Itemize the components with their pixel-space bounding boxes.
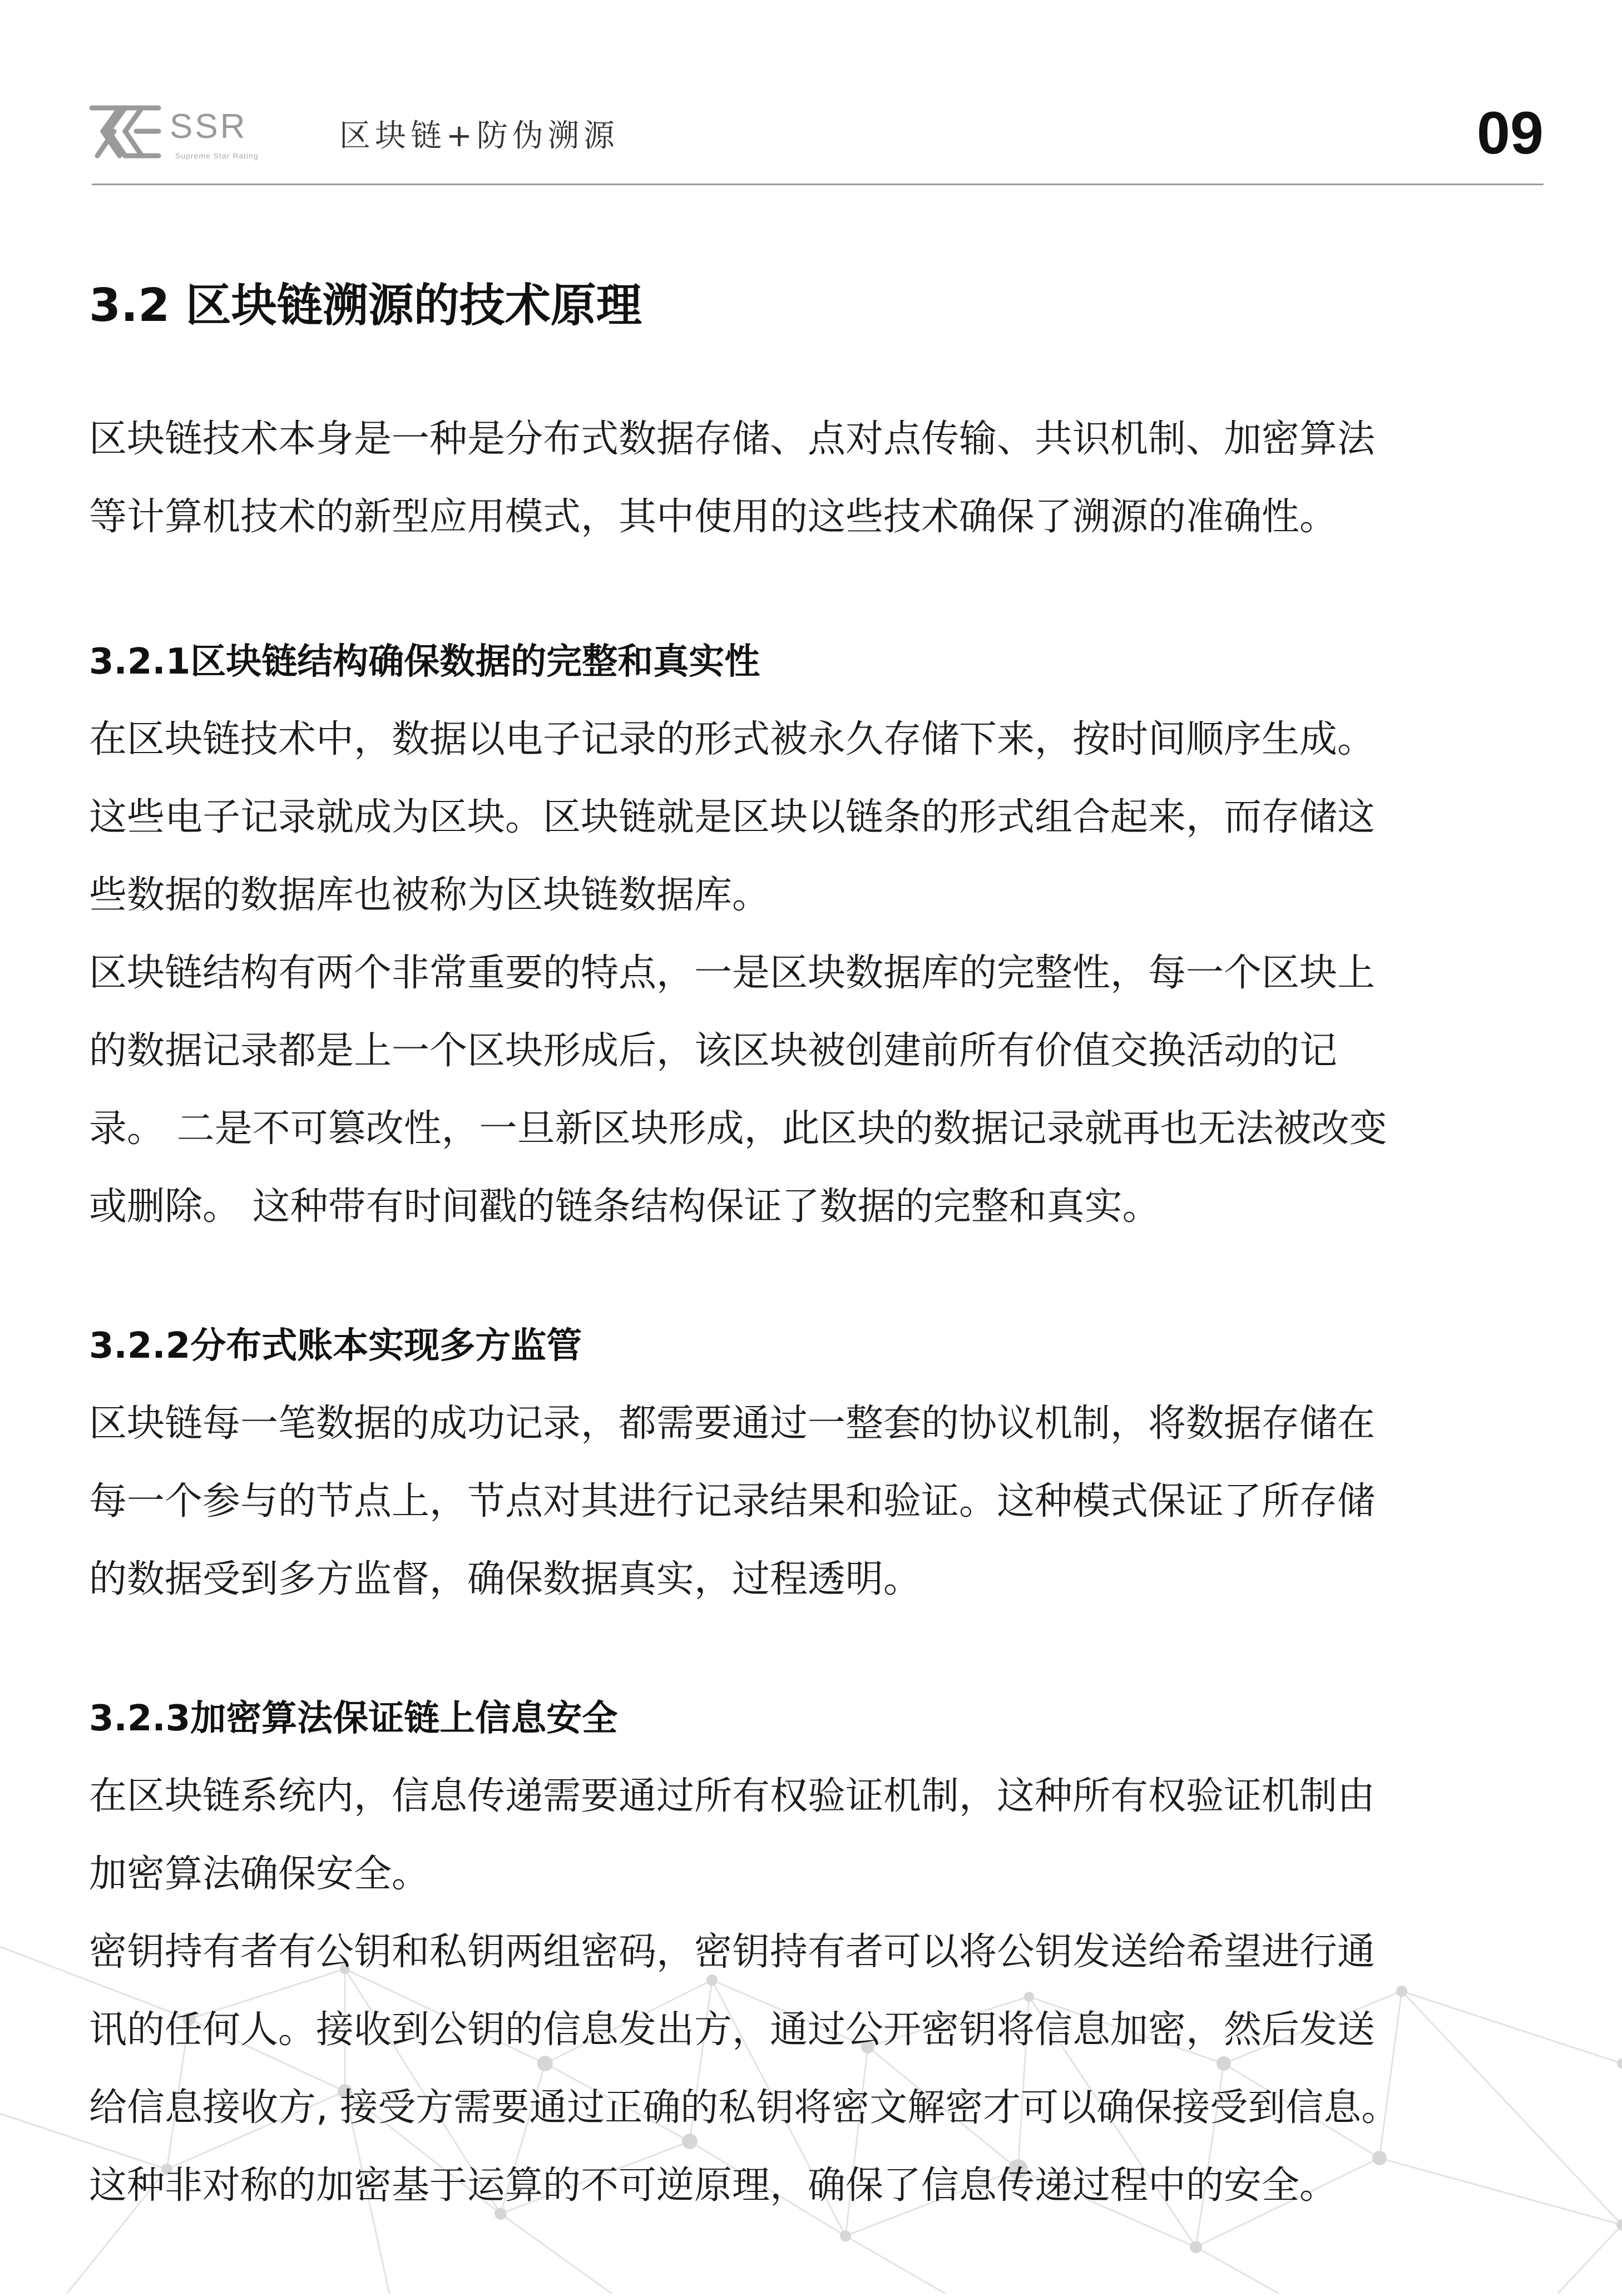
paragraph-line: 在区块链系统内，信息传递需要通过所有权验证机制，这种所有权验证机制由 (89, 1774, 1376, 1818)
paragraph-line: 讯的任何人。接收到公钥的信息发出方，通过公开密钥将信息加密，然后发送 (89, 2008, 1376, 2052)
header-divider (92, 184, 1544, 185)
paragraph-line: 录。 二是不可篡改性，一旦新区块形成，此区块的数据记录就再也无法被改变 (89, 1107, 1387, 1151)
paragraph-line: 在区块链技术中，数据以电子记录的形式被永久存储下来，按时间顺序生成。 (89, 718, 1376, 761)
intro-line: 区块链技术本身是一种是分布式数据存储、点对点传输、共识机制、加密算法 (89, 417, 1376, 461)
ssr-star-logo-icon (86, 100, 164, 161)
subsection-title: 3.2.1区块链结构确保数据的完整和真实性 (89, 641, 760, 682)
paragraph-line: 区块链每一笔数据的成功记录，都需要通过一整套的协议机制，将数据存储在 (89, 1402, 1376, 1446)
header-title: 区块链+防伪溯源 (339, 118, 619, 154)
paragraph-line: 给信息接收方, 接受方需要通过正确的私钥将密文解密才可以确保接受到信息。 (89, 2086, 1400, 2130)
paragraph-line: 区块链结构有两个非常重要的特点，一是区块数据库的完整性，每一个区块上 (89, 951, 1376, 995)
page-header (86, 95, 1544, 184)
ssr-logo (86, 100, 320, 161)
paragraph-line: 这些电子记录就成为区块。区块链就是区块以链条的形式组合起来，而存储这 (89, 795, 1376, 839)
logo-text: SSR (170, 107, 248, 146)
subsection-title: 3.2.3加密算法保证链上信息安全 (89, 1698, 618, 1739)
paragraph-line: 这种非对称的加密基于运算的不可逆原理，确保了信息传递过程中的安全。 (89, 2164, 1338, 2208)
paragraph-line: 密钥持有者有公钥和私钥两组密码，密钥持有者可以将公钥发送给希望进行通 (89, 1930, 1376, 1974)
logo-subtext: Supreme Star Rating (175, 151, 259, 160)
paragraph-line: 或删除。 这种带有时间戳的链条结构保证了数据的完整和真实。 (89, 1185, 1160, 1229)
paragraph-line: 加密算法确保安全。 (89, 1852, 430, 1896)
paragraph-line: 的数据受到多方监督，确保数据真实，过程透明。 (89, 1557, 922, 1601)
section-title: 3.2 区块链溯源的技术原理 (89, 279, 642, 332)
intro-line: 等计算机技术的新型应用模式，其中使用的这些技术确保了溯源的准确性。 (89, 495, 1338, 539)
paragraph-line: 每一个参与的节点上，节点对其进行记录结果和验证。这种模式保证了所存储 (89, 1479, 1376, 1523)
paragraph-line: 些数据的数据库也被称为区块链数据库。 (89, 873, 770, 917)
paragraph-line: 的数据记录都是上一个区块形成后，该区块被创建前所有价值交换活动的记 (89, 1029, 1338, 1073)
subsection-title: 3.2.2分布式账本实现多方监管 (89, 1325, 582, 1367)
main-content (89, 267, 1535, 2225)
page-number: 09 (1476, 99, 1544, 166)
